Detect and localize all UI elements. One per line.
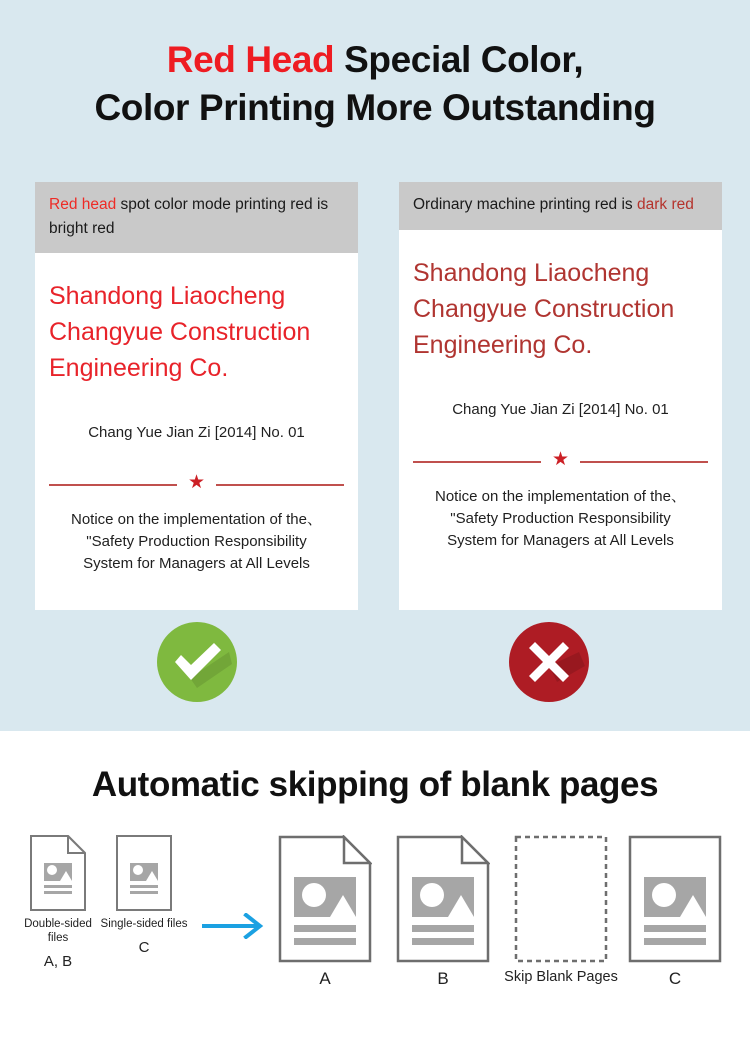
notice-line: Notice on the implementation of the、 — [71, 511, 322, 528]
output-page-a — [278, 835, 372, 989]
check-badge — [157, 622, 237, 702]
output-page-blank — [500, 835, 622, 985]
section-title: Automatic skipping of blank pages — [91, 765, 659, 804]
comparison-card-left — [35, 182, 358, 610]
document-number-left: Chang Yue Jian Zi [2014] No. 01 — [88, 424, 305, 441]
page-folded-icon — [396, 835, 490, 963]
output-label: A — [319, 969, 331, 988]
headline-highlight: Red Head — [166, 39, 335, 80]
notice-line: "Safety Production Responsibility — [450, 510, 671, 527]
page-folded-icon — [278, 835, 372, 963]
document-title-right: Shandong Liaocheng Changyue Construction Engineering Co. — [413, 259, 675, 359]
star-icon: ★ — [187, 472, 206, 493]
source-letters: A, B — [43, 953, 73, 970]
card-right-caption-rest: Ordinary machine printing red is — [413, 196, 637, 213]
page-title — [0, 36, 750, 132]
cross-mark-icon — [509, 622, 589, 702]
cross-badge — [509, 622, 589, 702]
card-right-caption-highlight: dark red — [637, 196, 694, 213]
check-mark-icon — [157, 622, 237, 702]
document-notice-right — [413, 486, 708, 552]
notice-line: Notice on the implementation of the、 — [435, 488, 686, 505]
output-label: B — [437, 969, 449, 988]
source-double-sided — [14, 835, 102, 970]
blank-page-flow-diagram — [0, 835, 750, 1035]
document-folded-icon — [14, 835, 102, 911]
notice-line: "Safety Production Responsibility — [86, 533, 307, 550]
divider-rule-right — [216, 484, 344, 486]
divider-rule-right — [580, 461, 708, 463]
star-icon: ★ — [551, 449, 570, 470]
right-arrow-icon — [200, 913, 270, 939]
document-divider-left — [49, 472, 344, 493]
document-title-left: Shandong Liaocheng Changyue Construction Engineering Co. — [49, 282, 311, 382]
output-label: Skip Blank Pages — [504, 969, 618, 985]
headline-rest: Special Color, — [334, 39, 584, 80]
comparison-card-right — [399, 182, 722, 610]
output-label: C — [668, 969, 682, 988]
source-letters: C — [138, 939, 150, 956]
notice-line: System for Managers at All Levels — [83, 555, 310, 572]
card-right-caption — [399, 182, 722, 230]
output-page-c — [628, 835, 722, 989]
document-divider-right — [413, 449, 708, 470]
card-left-document — [35, 253, 358, 633]
card-left-caption-rest: spot color mode printing red is bright red — [49, 196, 329, 237]
notice-line: System for Managers at All Levels — [447, 532, 674, 549]
document-plain-icon — [100, 835, 188, 911]
card-left-caption-highlight: Red head — [49, 196, 117, 213]
page-plain-icon — [628, 835, 722, 963]
document-number-right: Chang Yue Jian Zi [2014] No. 01 — [452, 401, 669, 418]
card-left-caption — [35, 182, 358, 253]
output-page-b — [396, 835, 490, 989]
headline-line-2: Color Printing More Outstanding — [94, 87, 656, 128]
blank-page-section — [0, 731, 750, 1059]
document-notice-left — [49, 509, 344, 575]
source-caption: Double-sided files — [24, 918, 92, 944]
page-blank-dashed-icon — [500, 835, 622, 963]
source-single-sided — [100, 835, 188, 956]
source-caption: Single-sided files — [100, 918, 188, 930]
divider-rule-left — [49, 484, 177, 486]
card-right-document — [399, 230, 722, 610]
divider-rule-left — [413, 461, 541, 463]
